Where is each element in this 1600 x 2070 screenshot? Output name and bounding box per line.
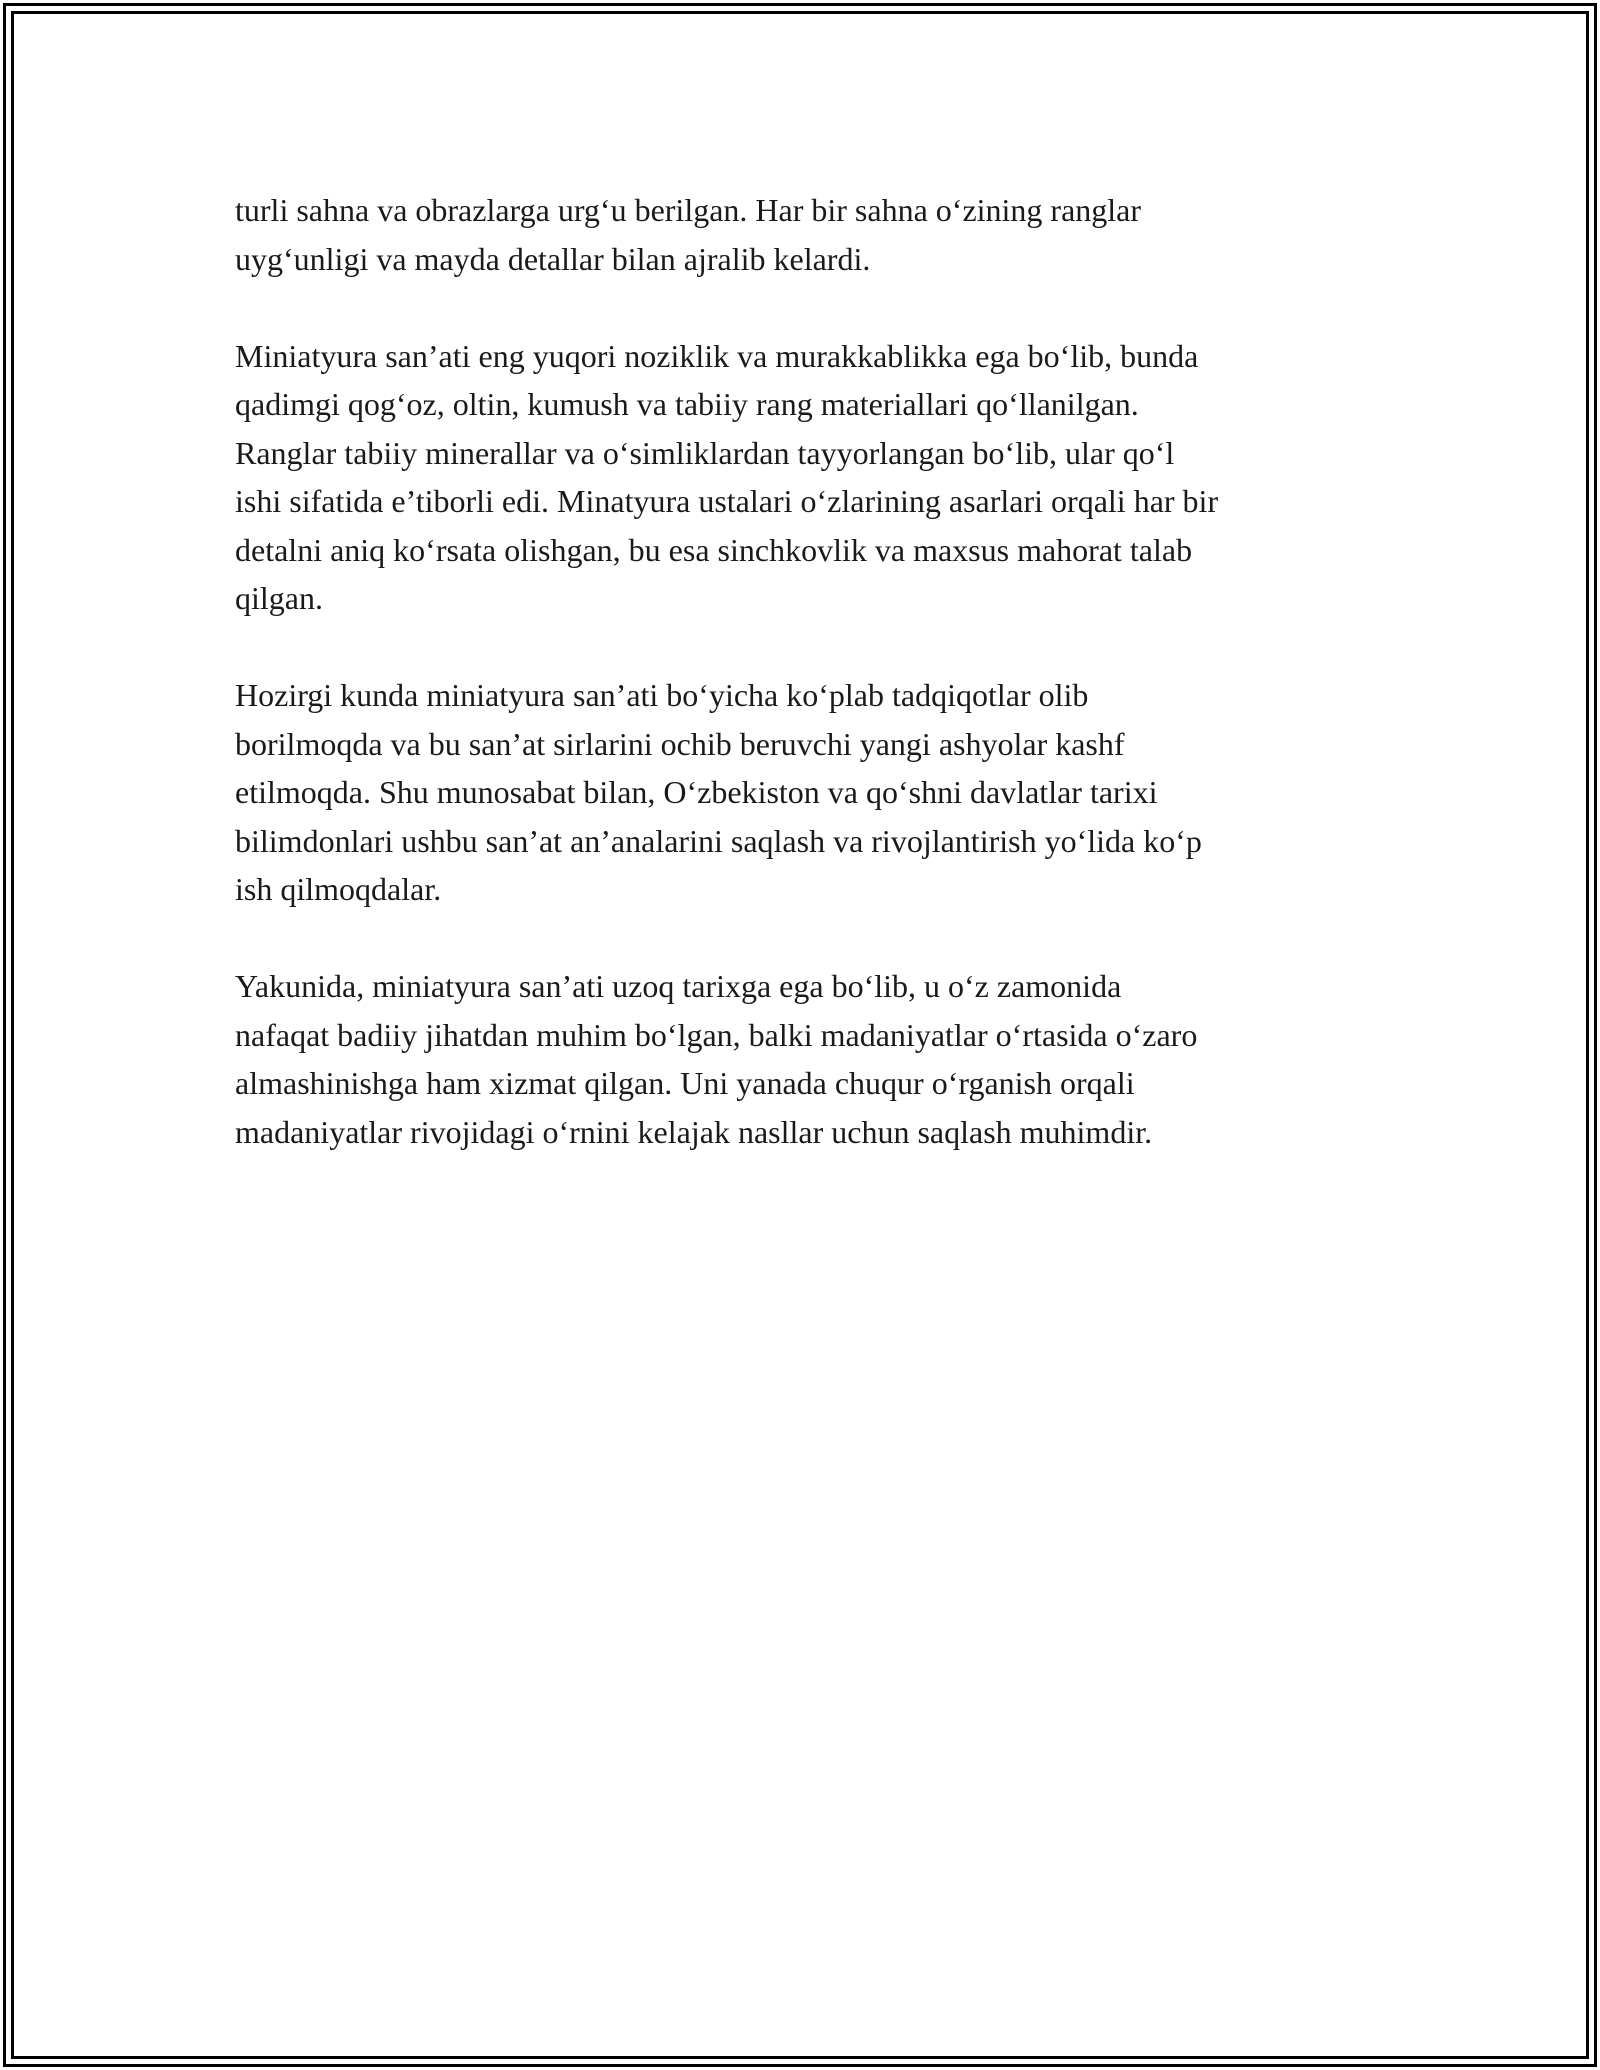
paragraph-4: Yakunida, miniatyura san’ati uzoq tarixga ega bo‘lib, u o‘z zamonida nafaqat badiiy jihatdan muhim bo‘lgan, balki madaniyatlar o‘rtasida o‘zaro almashinishga ham xizmat qilgan. Uni yanada chuqur o‘rganish orqali madaniyatlar rivojidagi o‘rnini kelajak nasllar uchun saqlash muhimdir. [235, 968, 1198, 1150]
paragraph-2: Miniatyura san’ati eng yuqori noziklik va murakkablikka ega bo‘lib, bunda qadimgi qog‘oz, oltin, kumush va tabiiy rang materiallari qo‘llanilgan. Ranglar tabiiy minerallar va o‘simliklardan tayyorlangan bo‘lib, ular qo‘l ishi sifatida e’tiborli edi. Minatyura ustalari o‘zlarining asarlari orqali har bir detalni aniq ko‘rsata olishgan, bu esa sinchkovlik va maxsus mahorat talab qilgan. [235, 337, 1219, 616]
document-body [235, 186, 1370, 1156]
paragraph-3: Hozirgi kunda miniatyura san’ati bo‘yicha ko‘plab tadqiqotlar olib borilmoqda va bu san’at sirlarini ochib beruvchi yangi ashyolar kashf etilmoqda. Shu munosabat bilan, O‘zbekiston va qo‘shni davlatlar tarixi bilimdonlari ushbu san’at an’analarini saqlash va rivojlantirish yo‘lida ko‘p ish qilmoqdalar. [235, 677, 1202, 907]
paragraph-1: turli sahna va obrazlarga urg‘u berilgan. Har bir sahna o‘zining ranglar uyg‘unligi va mayda detallar bilan ajralib kelardi. [235, 192, 1142, 277]
